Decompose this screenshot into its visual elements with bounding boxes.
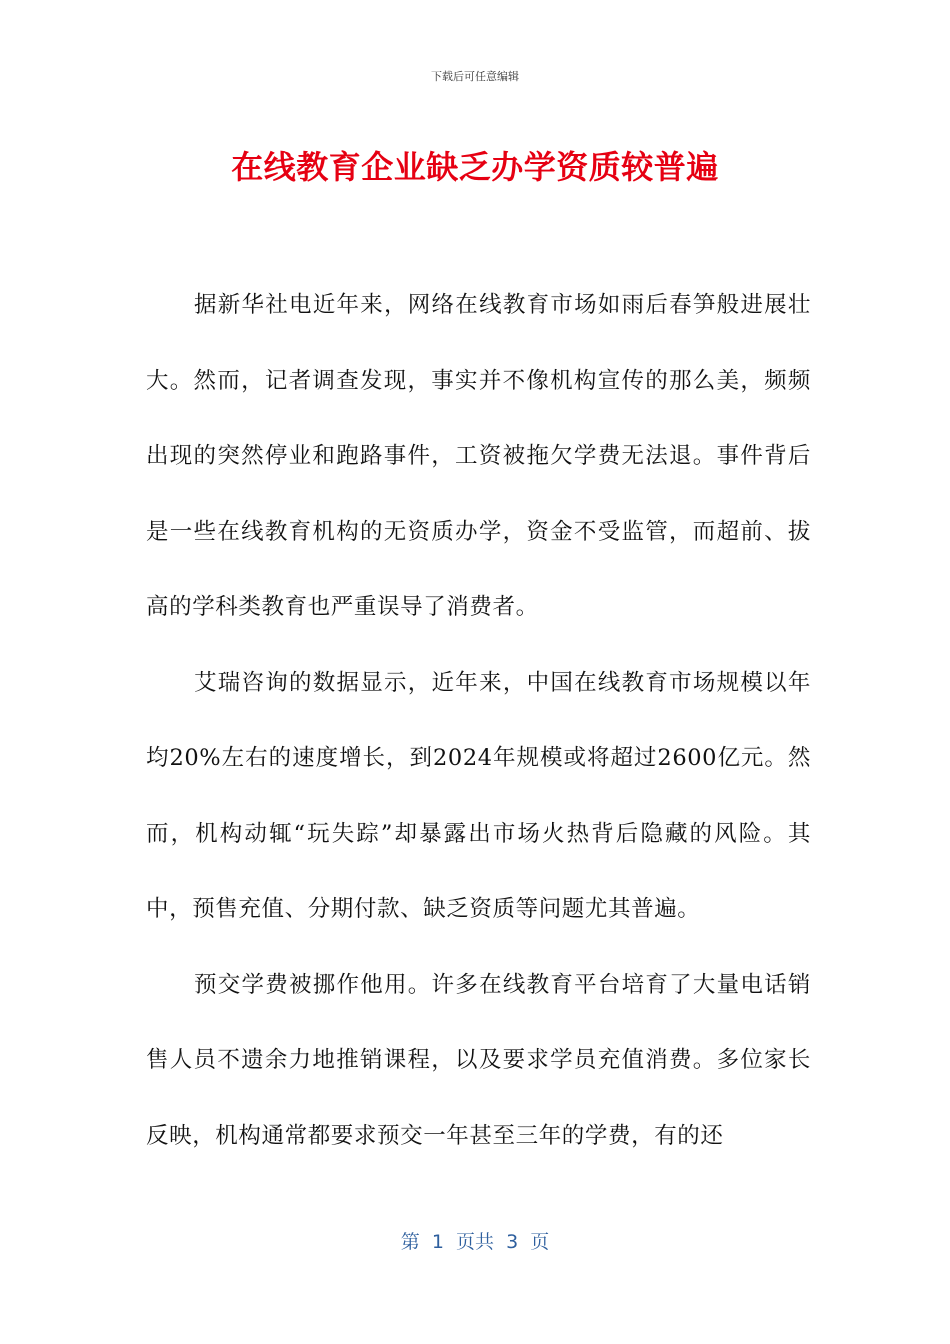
document-body [146,268,811,1174]
paragraph-3: 预交学费被挪作他用。许多在线教育平台培育了大量电话销售人员不遗余力地推销课程，以及要求学员充值消费。多位家长反映，机构通常都要求预交一年甚至三年的学费，有的还 [146,971,811,1149]
page-footer [0,1227,950,1254]
header-note: 下载后可任意编辑 [431,70,519,83]
document-title: 在线教育企业缺乏办学资质较普遍 [231,148,719,186]
paragraph-2: 艾瑞咨询的数据显示，近年来，中国在线教育市场规模以年均20%左右的速度增长，到2024年规模或将超过2600亿元。然而，机构动辄“玩失踪”却暴露出市场火热背后隐藏的风险。其中，预售充值、分期付款、缺乏资质等问题尤其普遍。 [146,669,811,922]
page-number-text: 第 1 页共 3 页 [400,1231,550,1253]
paragraph-1: 据新华社电近年来，网络在线教育市场如雨后春笋般进展壮大。然而，记者调查发现，事实并不像机构宣传的那么美，频频出现的突然停业和跑路事件，工资被拖欠学费无法退。事件背后是一些在线教育机构的无资质办学，资金不受监管，而超前、拔高的学科类教育也严重误导了消费者。 [146,292,811,620]
